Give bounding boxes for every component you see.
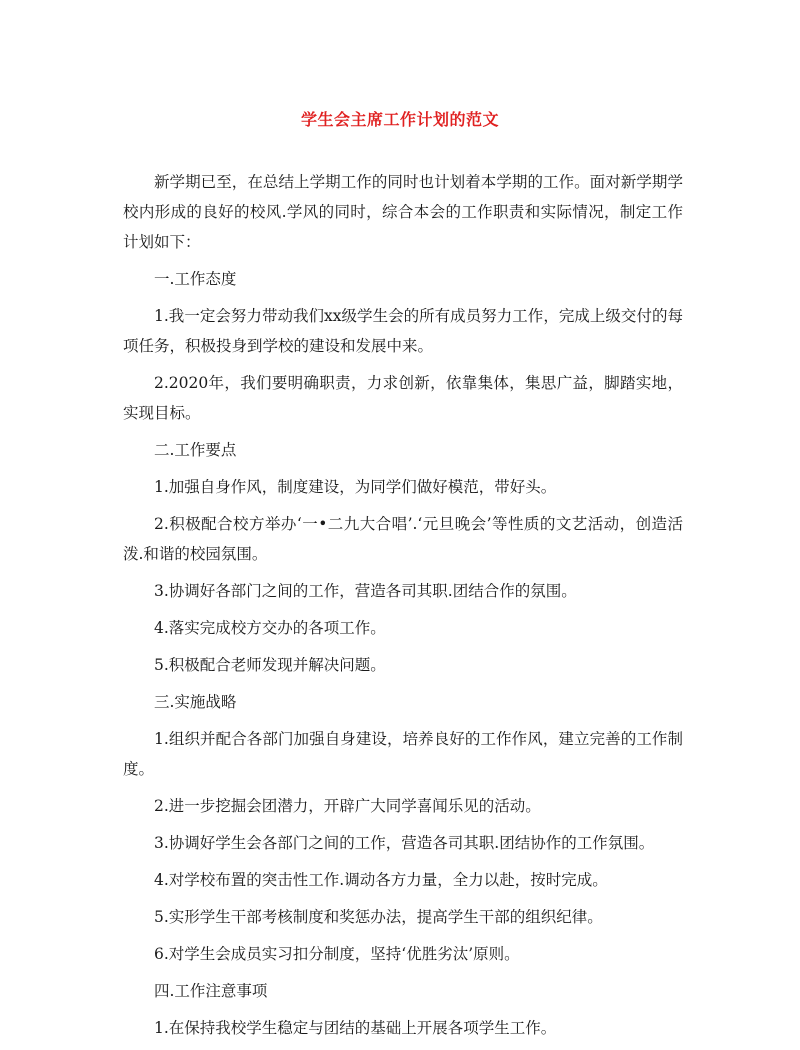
section-heading: 四.工作注意事项 — [154, 982, 268, 1000]
paragraph: 新学期已至，在总结上学期工作的同时也计划着本学期的工作。面对新学期学校内形成的良好的校风.学风的同时，综合本会的工作职责和实际情况，制定工作计划如下： — [123, 173, 683, 251]
list-item: 1.加强自身作风，制度建设，为同学们做好模范，带好头。 — [154, 478, 557, 496]
list-item: 4.落实完成校方交办的各项工作。 — [154, 619, 386, 637]
list-item: 2.2020年，我们要明确职责，力求创新，依靠集体，集思广益，脚踏实地，实现目标。 — [123, 374, 683, 422]
list-item: 1.组织并配合各部门加强自身建设，培养良好的工作作风，建立完善的工作制度。 — [123, 730, 683, 778]
list-item: 4.对学校布置的突击性工作.调动各方力量，全力以赴，按时完成。 — [154, 871, 608, 889]
list-item: 3.协调好学生会各部门之间的工作，营造各司其职.团结协作的工作氛围。 — [154, 834, 655, 852]
list-item: 2.进一步挖掘会团潜力，开辟广大同学喜闻乐见的活动。 — [154, 797, 541, 815]
section-heading: 二.工作要点 — [154, 441, 237, 459]
list-item: 5.积极配合老师发现并解决问题。 — [154, 656, 386, 674]
list-item: 6.对学生会成员实习扣分制度，坚持‘优胜劣汰’原则。 — [154, 945, 520, 963]
document-body — [123, 167, 683, 1050]
list-item: 3.协调好各部门之间的工作，营造各司其职.团结合作的氛围。 — [154, 582, 577, 600]
list-item: 2.积极配合校方举办‘一•二九大合唱’.‘元旦晚会’等性质的文艺活动，创造活泼.和谐的校园氛围。 — [123, 515, 683, 563]
section-heading: 三.实施战略 — [154, 693, 237, 711]
section-heading: 一.工作态度 — [154, 270, 237, 288]
list-item: 1.在保持我校学生稳定与团结的基础上开展各项学生工作。 — [154, 1019, 557, 1037]
list-item: 5.实形学生干部考核制度和奖惩办法，提高学生干部的组织纪律。 — [154, 908, 603, 926]
document-title: 学生会主席工作计划的范文 — [300, 110, 499, 129]
list-item: 1.我一定会努力带动我们xx级学生会的所有成员努力工作，完成上级交付的每项任务，积极投身到学校的建设和发展中来。 — [123, 307, 683, 355]
